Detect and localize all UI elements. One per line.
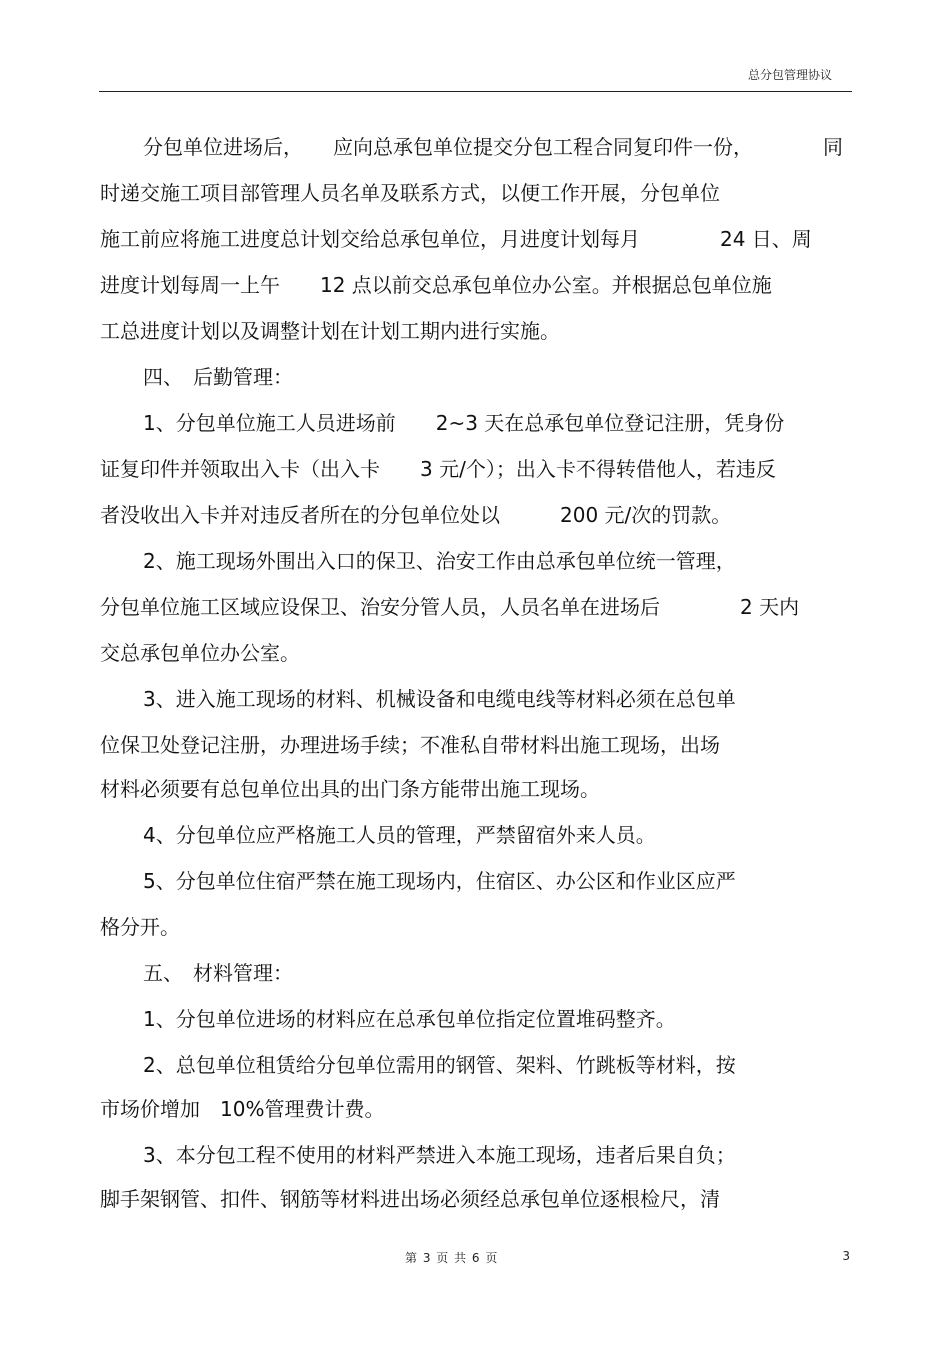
- body-line: 格分开。: [100, 915, 180, 939]
- body-line: 3、本分包工程不使用的材料严禁进入本施工现场，违者后果自负；: [143, 1143, 736, 1167]
- body-line: 2、施工现场外围出入口的保卫、治安工作由总承包单位统一管理，: [143, 549, 736, 573]
- header-title: 总分包管理协议: [747, 68, 832, 82]
- body-line: 2、总包单位租赁给分包单位需用的钢管、架料、竹跳板等材料，按: [143, 1053, 736, 1077]
- body-line: 市场价增加 10%管理费计费。: [100, 1097, 385, 1121]
- body-line: 3、进入施工现场的材料、机械设备和电缆电线等材料必须在总包单: [143, 687, 736, 711]
- body-line: 进度计划每周一上午 12 点以前交总承包单位办公室。并根据总包单位施: [100, 273, 772, 297]
- body-line: 证复印件并领取出入卡（出入卡 3 元/个）；出入卡不得转借他人，若违反: [100, 457, 776, 481]
- footer-page-label: 第 3 页 共 6 页: [405, 1251, 499, 1265]
- body-line: 者没收出入卡并对违反者所在的分包单位处以 200 元/次的罚款。: [100, 503, 732, 527]
- body-line: 分包单位进场后， 应向总承包单位提交分包工程合同复印件一份， 同: [143, 135, 843, 159]
- section-heading: 四、 后勤管理：: [143, 365, 293, 389]
- body-line: 脚手架钢管、扣件、钢筋等材料进出场必须经总承包单位逐根检尺，清: [100, 1187, 720, 1211]
- body-line: 4、分包单位应严格施工人员的管理，严禁留宿外来人员。: [143, 823, 656, 847]
- body-line: 工总进度计划以及调整计划在计划工期内进行实施。: [100, 319, 560, 343]
- body-line: 5、分包单位住宿严禁在施工现场内，住宿区、办公区和作业区应严: [143, 869, 736, 893]
- body-line: 材料必须要有总包单位出具的出门条方能带出施工现场。: [100, 777, 600, 801]
- body-line: 施工前应将施工进度总计划交给总承包单位，月进度计划每月 24 日、周: [100, 227, 812, 251]
- body-line: 位保卫处登记注册，办理进场手续；不准私自带材料出施工现场，出场: [100, 733, 720, 757]
- section-heading: 五、 材料管理：: [143, 961, 293, 985]
- body-line: 交总承包单位办公室。: [100, 641, 300, 665]
- body-line: 时递交施工项目部管理人员名单及联系方式，以便工作开展，分包单位: [100, 181, 720, 205]
- body-line: 1、分包单位施工人员进场前 2~3 天在总承包单位登记注册，凭身份: [143, 411, 785, 435]
- body-line: 1、分包单位进场的材料应在总承包单位指定位置堆码整齐。: [143, 1007, 676, 1031]
- body-line: 分包单位施工区域应设保卫、治安分管人员，人员名单在进场后 2 天内: [100, 595, 800, 619]
- header-divider: [99, 91, 852, 92]
- footer-page-number: 3: [842, 1249, 850, 1263]
